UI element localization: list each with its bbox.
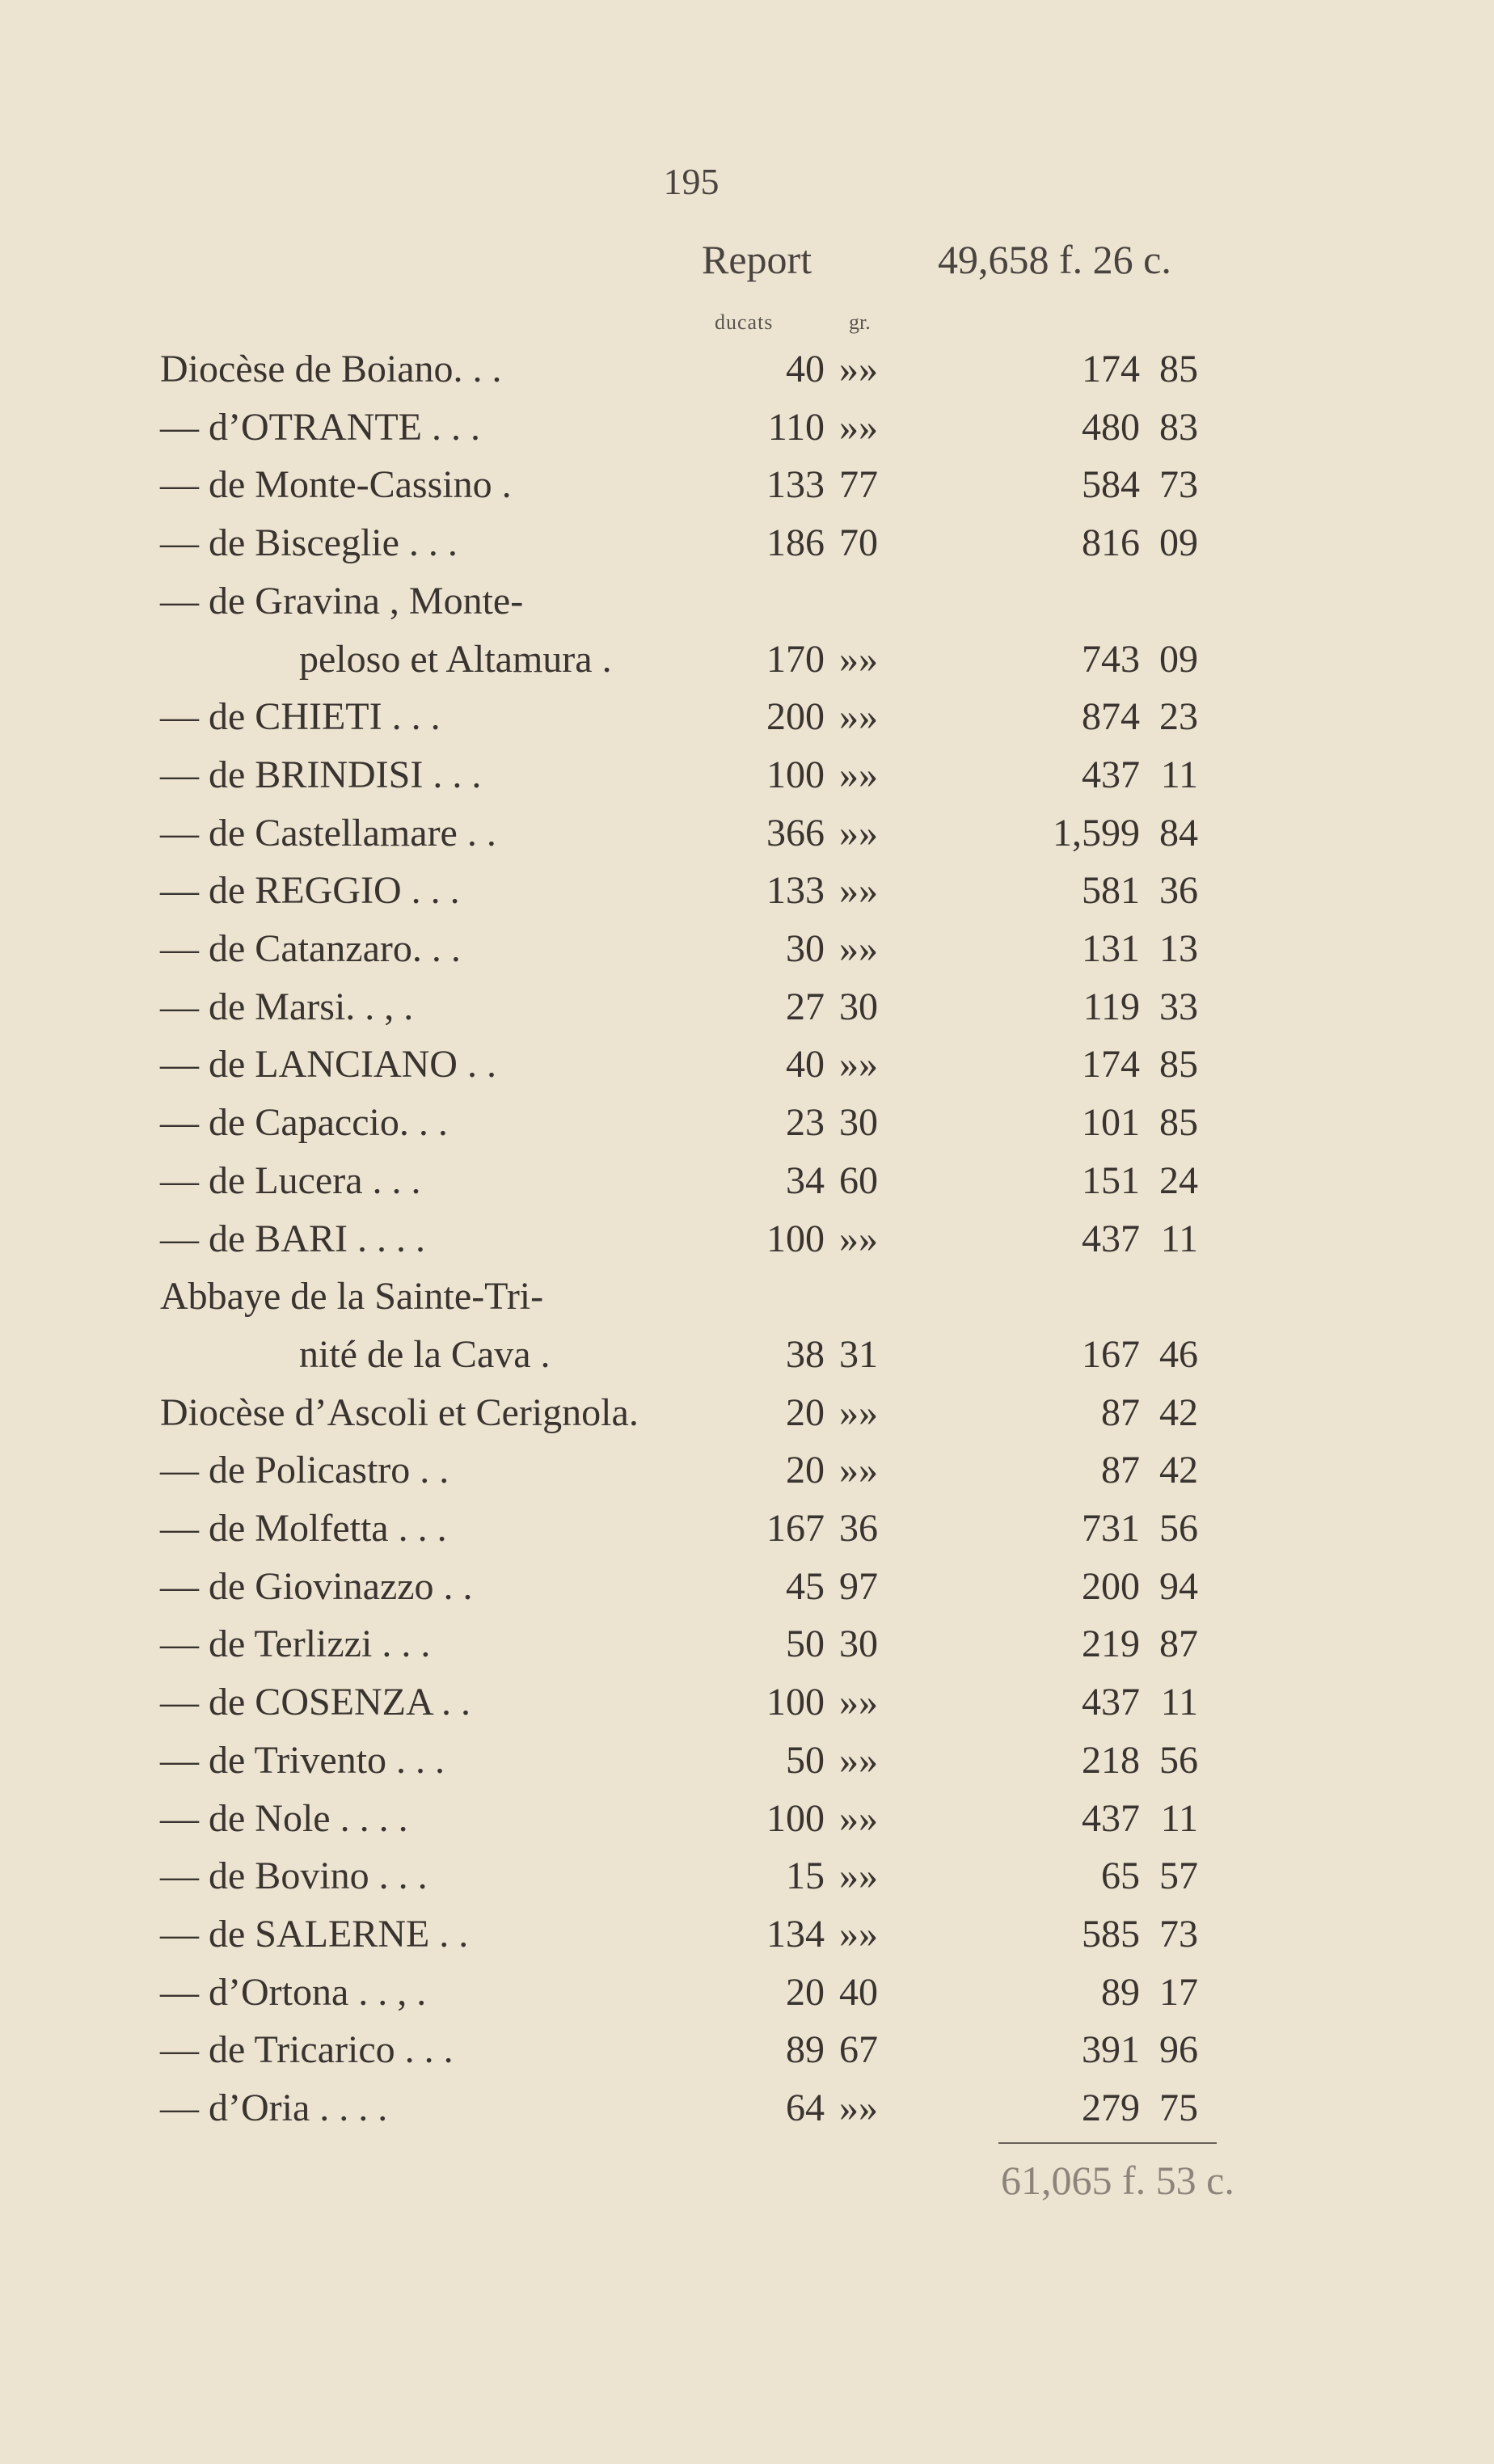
ducats-value: 50: [786, 1622, 825, 1666]
ducats-value: 20: [786, 1390, 825, 1434]
row-label: nité de la Cava .: [299, 1332, 551, 1376]
francs-value: 131: [1082, 927, 1140, 970]
table-row: [0, 1268, 1494, 1325]
centimes-value: 96: [1159, 2028, 1198, 2072]
grana-value: 30: [839, 1101, 878, 1145]
centimes-value: 09: [1159, 521, 1198, 565]
centimes-value: 17: [1159, 1970, 1198, 2014]
grana-value: 30: [839, 1622, 878, 1666]
francs-value: 119: [1083, 985, 1140, 1028]
row-label: Abbaye de la Sainte-Tri-: [160, 1275, 544, 1318]
ducats-value: 30: [786, 927, 825, 970]
row-label: — d’OTRANTE . . .: [160, 405, 480, 449]
grana-value: »»: [839, 1796, 878, 1840]
row-label: — de Castellamare . .: [160, 811, 496, 854]
table-row: [0, 1906, 1494, 1963]
row-label: — de Nole . . . .: [160, 1796, 408, 1840]
centimes-value: 09: [1159, 637, 1198, 681]
grana-value: »»: [839, 1912, 878, 1956]
ducats-value: 366: [766, 811, 825, 854]
table-row: [0, 341, 1494, 398]
table-row: [0, 1211, 1494, 1268]
centimes-value: 57: [1159, 1854, 1198, 1898]
francs-value: 87: [1101, 1390, 1140, 1434]
grana-value: 31: [839, 1332, 878, 1376]
francs-value: 65: [1101, 1854, 1140, 1898]
ducats-value: 20: [786, 1970, 825, 2014]
row-label: — de REGGIO . . .: [160, 869, 460, 913]
centimes-value: 73: [1159, 1912, 1198, 1956]
francs-value: 581: [1082, 869, 1140, 913]
table-row: [0, 1732, 1494, 1789]
row-label: Diocèse d’Ascoli et Cerignola.: [160, 1390, 639, 1434]
francs-value: 174: [1082, 1043, 1140, 1086]
grana-value: 30: [839, 985, 878, 1028]
page-number: 195: [663, 161, 720, 202]
francs-value: 743: [1082, 637, 1140, 681]
ducats-value: 110: [767, 405, 825, 449]
francs-value: 731: [1082, 1507, 1140, 1550]
row-label: — de Policastro . .: [160, 1449, 449, 1492]
table-row: [0, 399, 1494, 456]
ducats-value: 170: [766, 637, 825, 681]
grana-value: »»: [839, 695, 878, 739]
table-row: [0, 1153, 1494, 1209]
centimes-value: 23: [1159, 695, 1198, 739]
centimes-value: 13: [1159, 927, 1198, 970]
francs-value: 200: [1082, 1564, 1140, 1608]
table-row: [0, 747, 1494, 804]
francs-value: 219: [1082, 1622, 1140, 1666]
ducats-value: 15: [786, 1854, 825, 1898]
grana-value: 60: [839, 1158, 878, 1202]
grand-total: 61,065 f. 53 c.: [1001, 2158, 1234, 2203]
table-row: [0, 1327, 1494, 1383]
table-row: [0, 979, 1494, 1036]
grana-value: »»: [839, 927, 878, 970]
grana-value: »»: [839, 637, 878, 681]
francs-value: 585: [1082, 1912, 1140, 1956]
report-label: Report: [702, 237, 812, 282]
centimes-value: 33: [1159, 985, 1198, 1028]
ducats-value: 100: [766, 1217, 825, 1260]
francs-value: 1,599: [1053, 811, 1140, 854]
grana-value: »»: [839, 1217, 878, 1260]
ducats-value: 45: [786, 1564, 825, 1608]
francs-value: 437: [1082, 1681, 1140, 1724]
row-label: — de Terlizzi . . .: [160, 1622, 431, 1666]
row-label: — de BRINDISI . . .: [160, 753, 482, 796]
centimes-value: 36: [1159, 869, 1198, 913]
centimes-value: 24: [1159, 1158, 1198, 1202]
ducats-value: 167: [766, 1507, 825, 1550]
table-row: [0, 1848, 1494, 1905]
grana-value: 36: [839, 1507, 878, 1550]
table-row: [0, 863, 1494, 919]
ducats-value: 133: [766, 463, 825, 507]
ducats-value: 23: [786, 1101, 825, 1145]
table-row: [0, 631, 1494, 688]
centimes-value: 83: [1159, 405, 1198, 449]
column-header-grana: gr.: [849, 310, 871, 334]
grana-value: »»: [839, 869, 878, 913]
francs-value: 218: [1082, 1738, 1140, 1782]
centimes-value: 11: [1160, 1217, 1198, 1260]
centimes-value: 11: [1160, 1681, 1198, 1724]
francs-value: 151: [1082, 1158, 1140, 1202]
table-row: [0, 1095, 1494, 1151]
table-row: [0, 2080, 1494, 2137]
table-row: [0, 457, 1494, 513]
grana-value: »»: [839, 753, 878, 796]
francs-value: 167: [1082, 1332, 1140, 1376]
row-label: — de Gravina , Monte-: [160, 579, 524, 622]
grana-value: »»: [839, 811, 878, 854]
row-label: — de Giovinazzo . .: [160, 1564, 473, 1608]
row-label: — d’Oria . . . .: [160, 2086, 388, 2129]
centimes-value: 46: [1159, 1332, 1198, 1376]
ducats-value: 200: [766, 695, 825, 739]
row-label: — de BARI . . . .: [160, 1217, 425, 1260]
grana-value: 40: [839, 1970, 878, 2014]
francs-value: 89: [1101, 1970, 1140, 2014]
grana-value: »»: [839, 1681, 878, 1724]
row-label: Diocèse de Boiano. . .: [160, 348, 502, 390]
ducats-value: 133: [766, 869, 825, 913]
grana-value: »»: [839, 1390, 878, 1434]
francs-value: 437: [1082, 753, 1140, 796]
centimes-value: 73: [1159, 463, 1198, 507]
table-row: [0, 921, 1494, 977]
centimes-value: 42: [1159, 1390, 1198, 1434]
centimes-value: 87: [1159, 1622, 1198, 1666]
centimes-value: 94: [1159, 1564, 1198, 1608]
row-label: — de Marsi. . , .: [160, 985, 414, 1028]
row-label: — de Capaccio. . .: [160, 1101, 448, 1145]
centimes-value: 75: [1159, 2086, 1198, 2129]
ducats-value: 100: [766, 1796, 825, 1840]
table-row: [0, 515, 1494, 572]
grana-value: »»: [839, 1854, 878, 1898]
centimes-value: 11: [1160, 1796, 1198, 1840]
francs-value: 816: [1082, 521, 1140, 565]
row-label: — de Bisceglie . . .: [160, 521, 458, 565]
grana-value: 67: [839, 2028, 878, 2072]
ducats-value: 89: [786, 2028, 825, 2072]
total-rule: [998, 2142, 1217, 2144]
ducats-value: 186: [766, 521, 825, 565]
row-label: — de SALERNE . .: [160, 1912, 469, 1956]
grana-value: »»: [839, 2086, 878, 2129]
column-header-ducats: ducats: [715, 310, 774, 334]
francs-value: 437: [1082, 1796, 1140, 1840]
centimes-value: 85: [1159, 1043, 1198, 1086]
table-row: [0, 573, 1494, 630]
row-label: — de Lucera . . .: [160, 1158, 421, 1202]
row-label: peloso et Altamura .: [299, 637, 612, 681]
row-label: — de COSENZA . .: [160, 1681, 471, 1724]
ducats-value: 38: [786, 1332, 825, 1376]
table-row: [0, 1385, 1494, 1441]
francs-value: 391: [1082, 2028, 1140, 2072]
ducats-value: 40: [786, 348, 825, 390]
centimes-value: 85: [1159, 1101, 1198, 1145]
report-total: 49,658 f. 26 c.: [938, 237, 1171, 282]
table-row: [0, 805, 1494, 862]
table-row: [0, 689, 1494, 745]
row-label: — d’Ortona . . , .: [160, 1970, 427, 2014]
table-row: [0, 1036, 1494, 1093]
table-row: [0, 1964, 1494, 2021]
ducats-value: 50: [786, 1738, 825, 1782]
ducats-value: 34: [786, 1158, 825, 1202]
table-row: [0, 1674, 1494, 1731]
grana-value: 97: [839, 1564, 878, 1608]
ducats-value: 40: [786, 1043, 825, 1086]
row-label: — de Monte-Cassino .: [160, 463, 512, 507]
table-row: [0, 2022, 1494, 2078]
centimes-value: 42: [1159, 1449, 1198, 1492]
centimes-value: 11: [1160, 753, 1198, 796]
row-label: — de Catanzaro. . .: [160, 927, 461, 970]
francs-value: 279: [1082, 2086, 1140, 2129]
centimes-value: 56: [1159, 1507, 1198, 1550]
francs-value: 87: [1101, 1449, 1140, 1492]
ducats-value: 64: [786, 2086, 825, 2129]
ducats-value: 20: [786, 1449, 825, 1492]
grana-value: »»: [839, 1449, 878, 1492]
table-row: [0, 1616, 1494, 1673]
table-row: [0, 1791, 1494, 1847]
francs-value: 874: [1082, 695, 1140, 739]
francs-value: 174: [1082, 348, 1140, 390]
francs-value: 101: [1082, 1101, 1140, 1145]
ducats-value: 100: [766, 753, 825, 796]
grana-value: »»: [839, 348, 878, 390]
ducats-value: 134: [766, 1912, 825, 1956]
table-row: [0, 1442, 1494, 1499]
row-label: — de Tricarico . . .: [160, 2028, 454, 2072]
table-row: [0, 1559, 1494, 1615]
centimes-value: 84: [1159, 811, 1198, 854]
row-label: — de CHIETI . . .: [160, 695, 441, 739]
grana-value: »»: [839, 405, 878, 449]
row-label: — de LANCIANO . .: [160, 1043, 496, 1086]
grana-value: 70: [839, 521, 878, 565]
centimes-value: 85: [1159, 348, 1198, 390]
ducats-value: 100: [766, 1681, 825, 1724]
table-row: [0, 1500, 1494, 1557]
centimes-value: 56: [1159, 1738, 1198, 1782]
row-label: — de Molfetta . . .: [160, 1507, 447, 1550]
francs-value: 480: [1082, 405, 1140, 449]
grana-value: »»: [839, 1043, 878, 1086]
grana-value: »»: [839, 1738, 878, 1782]
grana-value: 77: [839, 463, 878, 507]
francs-value: 584: [1082, 463, 1140, 507]
francs-value: 437: [1082, 1217, 1140, 1260]
ducats-value: 27: [786, 985, 825, 1028]
row-label: — de Trivento . . .: [160, 1738, 445, 1782]
row-label: — de Bovino . . .: [160, 1854, 428, 1898]
